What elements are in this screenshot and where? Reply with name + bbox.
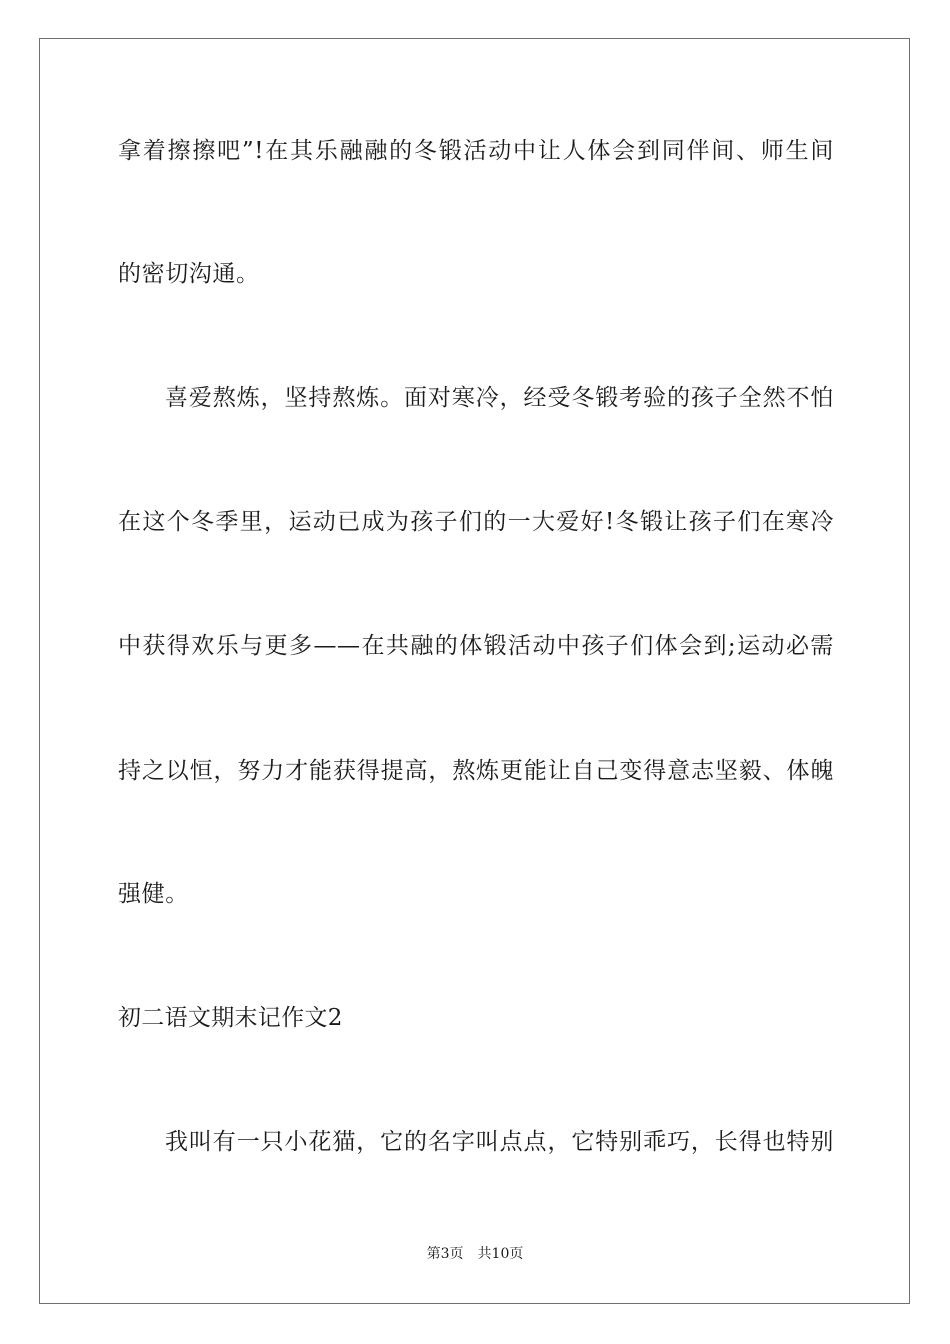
paragraph-line: 持之以恒，努力才能获得提高，熬炼更能让自己变得意志坚毅、体魄 [118,758,834,784]
paragraph-line: 强健。 [118,881,189,907]
paragraph-line: 的密切沟通。 [118,261,260,287]
page-total: 共10页 [477,1246,524,1262]
page-number: 第3页 [426,1246,464,1262]
section-heading: 初二语文期末记作文2 [118,1005,343,1031]
page-footer [0,1245,950,1263]
paragraph-line: 中获得欢乐与更多——在共融的体锻活动中孩子们体会到;运动必需 [118,633,834,659]
page-frame [39,38,910,1304]
paragraph-line: 拿着擦擦吧”!在其乐融融的冬锻活动中让人体会到同伴间、师生间 [118,138,834,164]
paragraph-line: 喜爱熬炼，坚持熬炼。面对寒冷，经受冬锻考验的孩子全然不怕 [165,385,834,411]
paragraph-line: 我叫有一只小花猫，它的名字叫点点，它特别乖巧，长得也特别 [165,1129,834,1155]
paragraph-line: 在这个冬季里，运动已成为孩子们的一大爱好!冬锻让孩子们在寒冷 [118,509,834,535]
